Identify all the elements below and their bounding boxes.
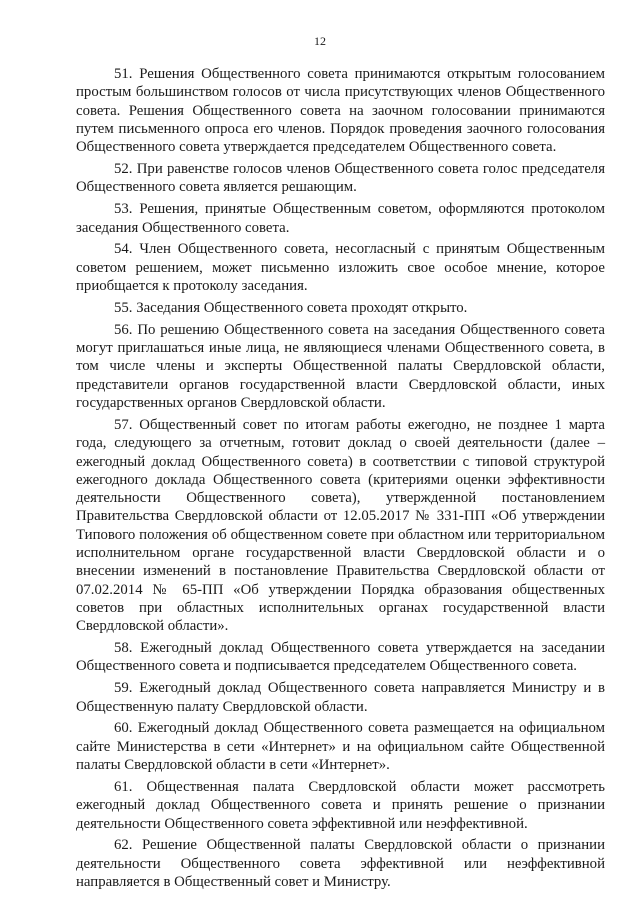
paragraph-57: 57. Общественный совет по итогам работы ежегодно, не позднее 1 марта года, следующего за отчетным, готовит доклад о своей деятельности (далее – ежегодный доклад Общественного совета) в соответствии с типовой структурой ежегодного доклада Общественного совета (критериями оценки эффективности деятельности Общественного совета), утвержденной постановлением Правительства Свердловской области от 12.05.2017 № 331-ПП «Об утверждении Типового положения об общественном совете при областном или территориальном исполнительном органе государственной власти Свердловской области и о внесении изменений в постановление Правительства Свердловской области от 07.02.2014 № 65-ПП «Об утверждении Порядка образования общественных советов при областных исполнительных органах государственной власти Свердловской области». (76, 416, 605, 635)
paragraph-53: 53. Решения, принятые Общественным советом, оформляются протоколом заседания Общественного совета. (76, 201, 605, 236)
paragraph-61: 61. Общественная палата Свердловской области может рассмотреть ежегодный доклад Общественного совета и принять решение о признании деятельности Общественного совета эффективной или неэффективной. (76, 778, 605, 832)
paragraph-58: 58. Ежегодный доклад Общественного совета утверждается на заседании Общественного совета и подписывается председателем Общественного совета. (76, 640, 605, 675)
document-body (76, 65, 605, 895)
paragraph-56: 56. По решению Общественного совета на заседания Общественного совета могут приглашаться иные лица, не являющиеся членами Общественного совета, в том числе члены и эксперты Общественной палаты Свердловской области, представители органов государственной власти Свердловской области, иных государственных органов Свердловской области. (76, 321, 605, 412)
paragraph-59: 59. Ежегодный доклад Общественного совета направляется Министру и в Общественную палату Свердловской области. (76, 680, 605, 715)
paragraph-62: 62. Решение Общественной палаты Свердловской области о признании деятельности Общественного совета эффективной или неэффективной направляется в Общественный совет и Министру. (76, 837, 605, 890)
paragraph-60: 60. Ежегодный доклад Общественного совета размещается на официальном сайте Министерства в сети «Интернет» и на официальном сайте Общественной палаты Свердловской области в сети «Интернет». (76, 720, 605, 774)
paragraph-52: 52. При равенстве голосов членов Общественного совета голос председателя Общественного совета является решающим. (76, 161, 605, 196)
paragraph-51: 51. Решения Общественного совета принимаются открытым голосованием простым большинством голосов от числа присутствующих членов Общественного совета. Решения Общественного совета на заочном голосовании принимаются путем письменного опроса его членов. Порядок проведения заочного голосования Общественного совета утверждается председателем Общественного совета. (76, 66, 605, 156)
paragraph-55: 55. Заседания Общественного совета проходят открыто. (114, 299, 468, 316)
page-number: 12 (314, 34, 326, 48)
paragraph-54: 54. Член Общественного совета, несогласный с принятым Общественным советом решением, может письменно изложить свое особое мнение, которое приобщается к протоколу заседания. (76, 241, 605, 295)
